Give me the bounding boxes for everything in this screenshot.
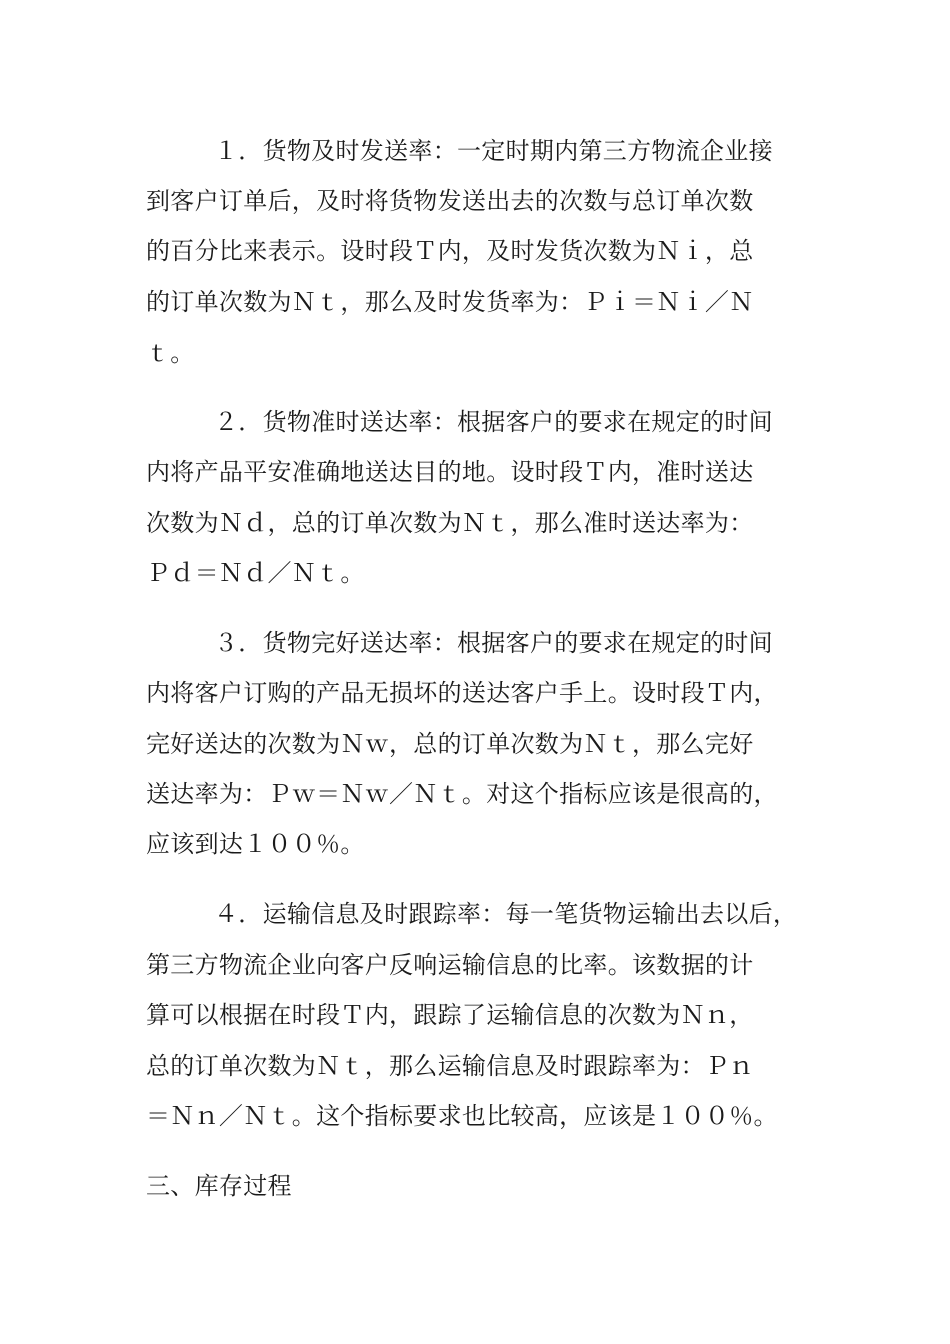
section-heading: 三、库存过程 [146, 1172, 292, 1200]
paragraph-3-line-4: 送达率为：Ｐｗ＝Ｎｗ／Ｎｔ。对这个指标应该是很高的， [146, 780, 778, 808]
paragraph-1-line-5: ｔ。 [146, 339, 195, 367]
paragraph-4-line-1: ４．运输信息及时跟踪率：每一笔货物运输出去以后， [214, 900, 798, 928]
paragraph-4-line-5: ＝Ｎｎ／Ｎｔ。这个指标要求也比较高，应该是１００％。 [146, 1102, 778, 1130]
paragraph-2-line-1: ２．货物准时送达率：根据客户的要求在规定的时间 [214, 408, 773, 436]
paragraph-2-line-4: Ｐｄ＝Ｎｄ／Ｎｔ。 [146, 559, 365, 587]
paragraph-3-line-2: 内将客户订购的产品无损坏的送达客户手上。设时段Ｔ内， [146, 679, 778, 707]
paragraph-4-line-4: 总的订单次数为Ｎｔ，那么运输信息及时跟踪率为：Ｐｎ [146, 1052, 754, 1080]
paragraph-3-line-1: ３．货物完好送达率：根据客户的要求在规定的时间 [214, 629, 773, 657]
paragraph-2-line-2: 内将产品平安准确地送达目的地。设时段Ｔ内，准时送达 [146, 458, 754, 486]
paragraph-2-line-3: 次数为Ｎｄ，总的订单次数为Ｎｔ，那么准时送达率为： [146, 509, 754, 537]
paragraph-1-line-2: 到客户订单后，及时将货物发送出去的次数与总订单次数 [146, 187, 754, 215]
paragraph-1-line-1: １．货物及时发送率：一定时期内第三方物流企业接 [214, 137, 773, 165]
paragraph-3-line-3: 完好送达的次数为Ｎｗ，总的订单次数为Ｎｔ，那么完好 [146, 730, 754, 758]
paragraph-4-line-2: 第三方物流企业向客户反响运输信息的比率。该数据的计 [146, 951, 754, 979]
paragraph-3-line-5: 应该到达１００％。 [146, 830, 365, 858]
paragraph-4-line-3: 算可以根据在时段Ｔ内，跟踪了运输信息的次数为Ｎｎ， [146, 1001, 754, 1029]
paragraph-1-line-4: 的订单次数为Ｎｔ，那么及时发货率为：Ｐｉ＝Ｎｉ／Ｎ [146, 288, 754, 316]
paragraph-1-line-3: 的百分比来表示。设时段Ｔ内，及时发货次数为Ｎｉ，总 [146, 237, 754, 265]
